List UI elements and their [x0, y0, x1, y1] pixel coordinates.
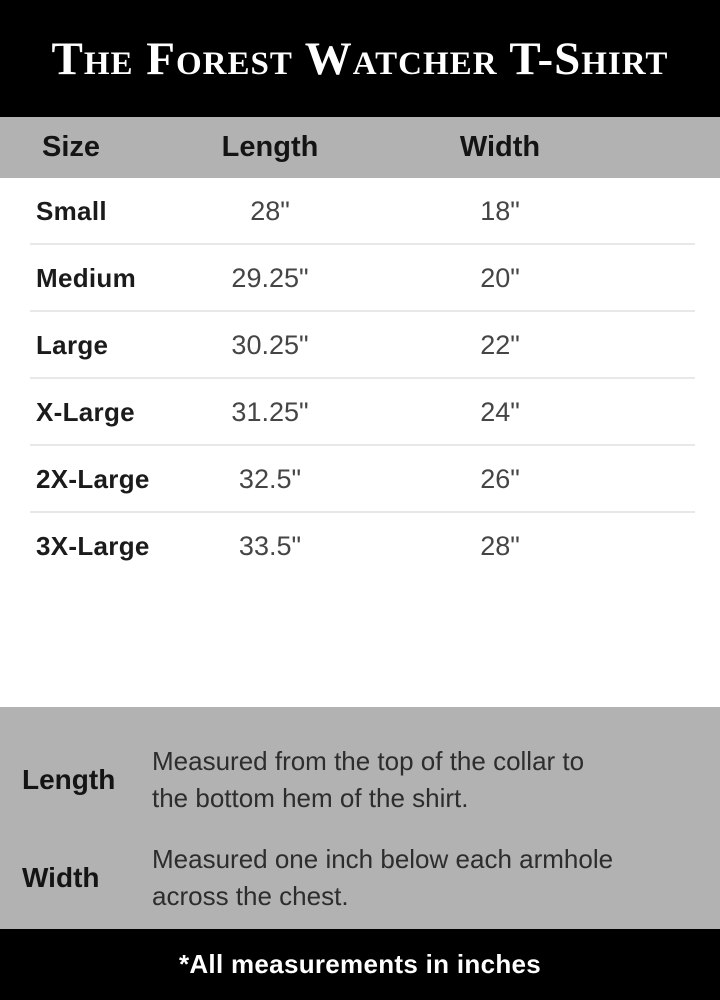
table-bottom-spacer [0, 580, 720, 707]
length-cell: 28" [250, 196, 290, 226]
definition-line: Measured one inch below each armhole [152, 844, 614, 874]
width-cell: 24" [480, 397, 520, 427]
definition-description [152, 841, 680, 915]
definition-row-width [22, 841, 680, 915]
column-header-width: Width [459, 131, 541, 163]
column-header-size: Size [42, 131, 101, 163]
definition-term: Length [22, 764, 116, 795]
definition-line: Measured from the top of the collar to [152, 746, 585, 776]
width-cell: 20" [480, 263, 520, 293]
size-cell: Small [36, 196, 107, 226]
measurements-note: *All measurements in inches [178, 949, 542, 979]
table-row-2xlarge [0, 446, 720, 513]
measurement-definitions [0, 707, 720, 929]
length-cell: 30.25" [231, 330, 309, 360]
title-banner [0, 0, 720, 117]
column-header-length: Length [221, 131, 319, 163]
definition-term: Width [22, 862, 100, 893]
size-cell: Medium [36, 263, 137, 293]
definition-row-length [22, 743, 680, 817]
width-cell: 18" [480, 196, 520, 226]
table-row-medium [0, 245, 720, 312]
definition-description [152, 743, 680, 817]
size-cell: X-Large [36, 397, 135, 427]
size-cell: 2X-Large [36, 464, 150, 494]
size-cell: Large [36, 330, 109, 360]
length-cell: 33.5" [238, 531, 302, 561]
length-cell: 32.5" [238, 464, 302, 494]
width-cell: 28" [480, 531, 520, 561]
table-row-xlarge [0, 379, 720, 446]
width-cell: 22" [480, 330, 520, 360]
width-cell: 26" [480, 464, 520, 494]
table-row-large [0, 312, 720, 379]
table-header-row [0, 117, 720, 178]
table-row-small [0, 178, 720, 245]
table-row-3xlarge [0, 513, 720, 580]
footer-banner [0, 929, 720, 1000]
definition-line: the bottom hem of the shirt. [152, 783, 469, 813]
size-cell: 3X-Large [36, 531, 150, 561]
definition-line: across the chest. [152, 881, 349, 911]
product-title: The Forest Watcher T-Shirt [51, 32, 669, 85]
length-cell: 29.25" [231, 263, 309, 293]
length-cell: 31.25" [231, 397, 309, 427]
